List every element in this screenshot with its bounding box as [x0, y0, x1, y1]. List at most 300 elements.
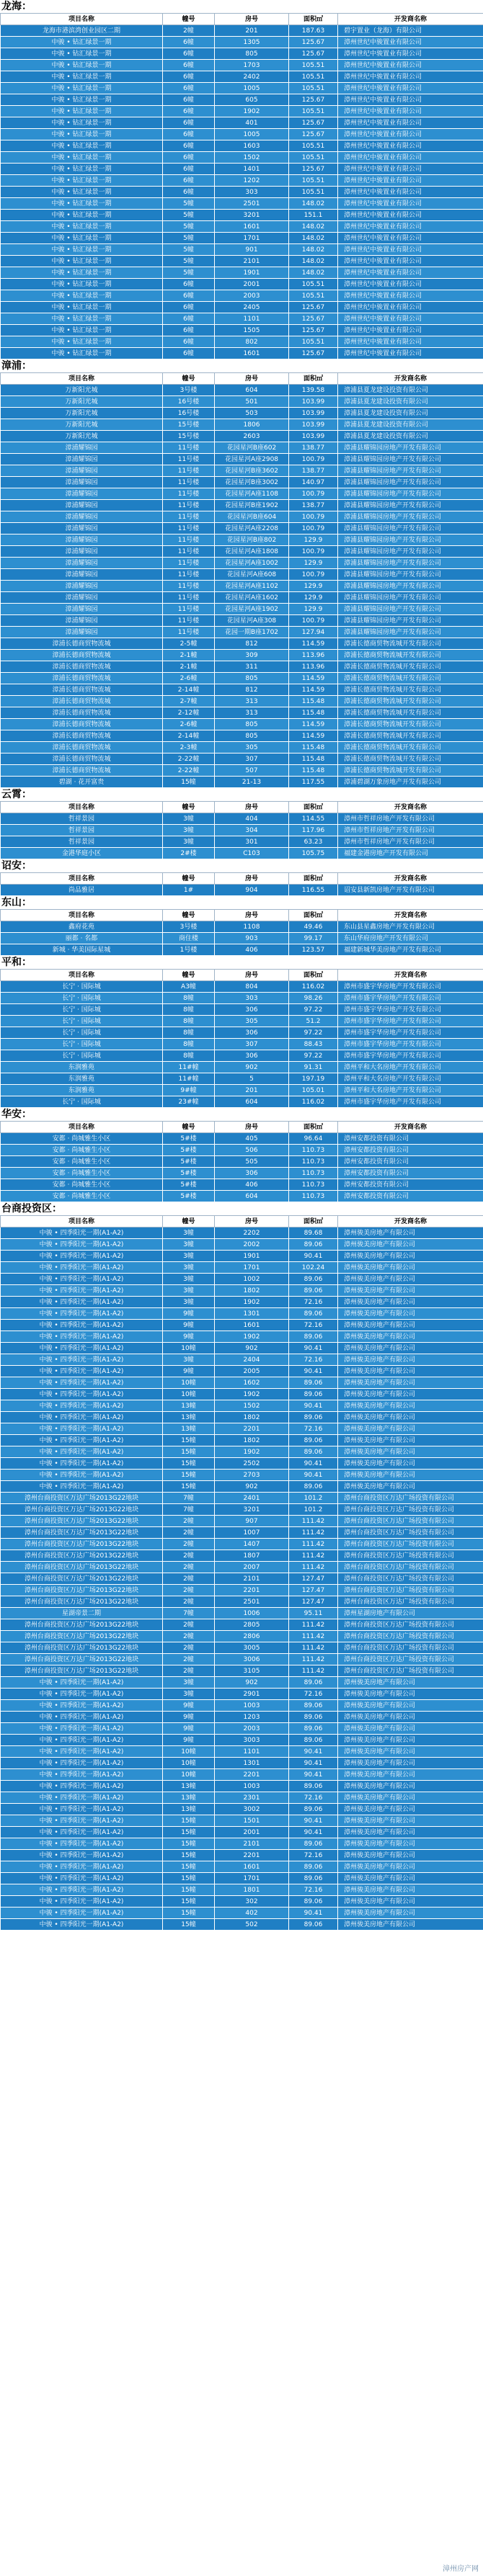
room-cell: 花园一期B座1702	[215, 627, 289, 638]
area-cell: 110.73	[289, 1179, 338, 1191]
room-cell: 307	[215, 753, 289, 765]
room-cell: 1305	[215, 37, 289, 48]
area-cell: 105.51	[289, 60, 338, 71]
project-cell: 中骏 • 四季阳光一期(A1-A2)	[1, 1251, 163, 1262]
area-cell: 111.42	[289, 1665, 338, 1677]
developer-cell: 漳州台商投资区万达广场投资有限公司	[338, 1585, 483, 1596]
project-cell: 万新阳光城	[1, 431, 163, 442]
developer-cell: 漳州世纪中骏置业有限公司	[338, 83, 483, 94]
area-cell: 100.79	[289, 615, 338, 627]
room-cell: 1601	[215, 1861, 289, 1873]
table-row	[1, 1838, 483, 1850]
table-row	[1, 592, 483, 604]
building-cell: 10幢	[163, 1746, 215, 1758]
area-cell: 72.16	[289, 1354, 338, 1366]
project-cell: 中骏 • 四季阳光一期(A1-A2)	[1, 1308, 163, 1320]
building-cell: 2幢	[163, 1539, 215, 1550]
room-cell: 1108	[215, 921, 289, 933]
project-cell: 碧湖 · 花开富贵	[1, 777, 163, 788]
section-title: 诏安：	[0, 859, 483, 872]
table-row	[1, 1274, 483, 1285]
project-cell: 中骏 • 四季阳光一期(A1-A2)	[1, 1366, 163, 1377]
table-row	[1, 1133, 483, 1145]
building-cell: 3幢	[163, 1239, 215, 1251]
table-row	[1, 1792, 483, 1804]
building-cell: 15幢	[163, 1827, 215, 1838]
room-cell: 2201	[215, 1769, 289, 1781]
project-cell: 金港华庭小区	[1, 848, 163, 859]
area-cell: 89.06	[289, 1389, 338, 1400]
building-cell: 15幢	[163, 1896, 215, 1908]
room-cell: 1601	[215, 221, 289, 233]
table-row	[1, 1285, 483, 1297]
developer-cell: 漳州骏美房地产有限公司	[338, 1320, 483, 1331]
area-cell: 127.47	[289, 1573, 338, 1585]
building-cell: 2-12幢	[163, 707, 215, 719]
room-cell: 1601	[215, 348, 289, 359]
room-cell: 2401	[215, 1493, 289, 1504]
building-cell: 11号楼	[163, 581, 215, 592]
building-cell: 9幢	[163, 1712, 215, 1723]
project-cell: 中骏 • 四季阳光一期(A1-A2)	[1, 1458, 163, 1470]
column-header-developer: 开发商名称	[338, 910, 483, 921]
room-cell: 805	[215, 48, 289, 60]
building-cell: 1号楼	[163, 944, 215, 956]
project-cell: 龙海市港滨湾创业园区二期	[1, 25, 163, 37]
room-cell: 605	[215, 94, 289, 106]
building-cell: 5#楼	[163, 1145, 215, 1156]
project-cell: 中骏 • 四季阳光一期(A1-A2)	[1, 1746, 163, 1758]
building-cell: 2幢	[163, 1527, 215, 1539]
listing-table	[0, 1215, 483, 1931]
developer-cell: 漳州世纪中骏置业有限公司	[338, 175, 483, 187]
developer-cell: 漳州市盛宇华房地产开发有限公司	[338, 1096, 483, 1108]
building-cell: 3幢	[163, 1262, 215, 1274]
building-cell: 3幢	[163, 1274, 215, 1285]
area-cell: 111.42	[289, 1654, 338, 1665]
area-cell: 89.06	[289, 1896, 338, 1908]
room-cell: 1401	[215, 164, 289, 175]
table-row	[1, 1896, 483, 1908]
area-cell: 97.22	[289, 1004, 338, 1016]
area-cell: 90.41	[289, 1343, 338, 1354]
table-row	[1, 1516, 483, 1527]
room-cell: 1301	[215, 1758, 289, 1769]
area-cell: 90.41	[289, 1815, 338, 1827]
developer-cell: 漳浦长德商贸物流城开发有限公司	[338, 707, 483, 719]
table-header-row	[1, 970, 483, 981]
room-cell: 花园星河A座608	[215, 569, 289, 581]
building-cell: 16号楼	[163, 408, 215, 419]
area-cell: 125.67	[289, 325, 338, 336]
project-cell: 中骏 • 四季阳光一期(A1-A2)	[1, 1850, 163, 1861]
area-cell: 89.06	[289, 1481, 338, 1493]
table-row	[1, 419, 483, 431]
table-row	[1, 1550, 483, 1562]
developer-cell: 漳州骏美房地产有限公司	[338, 1896, 483, 1908]
developer-cell: 漳州世纪中骏置业有限公司	[338, 187, 483, 198]
building-cell: 2幢	[163, 1585, 215, 1596]
room-cell: 1701	[215, 1262, 289, 1274]
building-cell: 13幢	[163, 1400, 215, 1412]
developer-cell: 诏安县新凯房地产开发有限公司	[338, 885, 483, 896]
table-row	[1, 431, 483, 442]
project-cell: 中骏 • 四季阳光一期(A1-A2)	[1, 1919, 163, 1931]
building-cell: 11号楼	[163, 442, 215, 454]
table-row	[1, 765, 483, 777]
building-cell: 6幢	[163, 140, 215, 152]
building-cell: 6幢	[163, 325, 215, 336]
project-cell: 中骏 • 四季阳光一期(A1-A2)	[1, 1758, 163, 1769]
project-cell: 中骏 • 钻汇绿景一期	[1, 187, 163, 198]
project-cell: 安都 · 尚城雅生小区	[1, 1156, 163, 1168]
building-cell: 9幢	[163, 1366, 215, 1377]
developer-cell: 碧宇置业（龙海）有限公司	[338, 25, 483, 37]
area-cell: 88.43	[289, 1039, 338, 1050]
room-cell: 21-13	[215, 777, 289, 788]
building-cell: 10幢	[163, 1758, 215, 1769]
room-cell: 902	[215, 1062, 289, 1073]
room-cell: 2001	[215, 1827, 289, 1838]
column-header-building: 幢号	[163, 802, 215, 813]
building-cell: 2-1幢	[163, 650, 215, 661]
room-cell: 3006	[215, 1654, 289, 1665]
area-cell: 101.2	[289, 1504, 338, 1516]
area-cell: 151.1	[289, 210, 338, 221]
project-cell: 漳浦耀锦园	[1, 535, 163, 546]
column-header-project: 项目名称	[1, 970, 163, 981]
room-cell: 507	[215, 765, 289, 777]
project-cell: 中骏 • 四季阳光一期(A1-A2)	[1, 1354, 163, 1366]
room-cell: 1601	[215, 1320, 289, 1331]
room-cell: 812	[215, 638, 289, 650]
developer-cell: 漳州市盛宇华房地产开发有限公司	[338, 981, 483, 993]
room-cell: 503	[215, 408, 289, 419]
table-row	[1, 981, 483, 993]
building-cell: 7幢	[163, 1504, 215, 1516]
project-cell: 中骏 • 四季阳光一期(A1-A2)	[1, 1804, 163, 1815]
project-cell: 中骏 • 四季阳光一期(A1-A2)	[1, 1792, 163, 1804]
developer-cell: 漳州台商投资区万达广场投资有限公司	[338, 1654, 483, 1665]
building-cell: 2幢	[163, 1619, 215, 1631]
developer-cell: 漳浦县耀锦园房地产开发有限公司	[338, 488, 483, 500]
building-cell: 11号楼	[163, 615, 215, 627]
table-row	[1, 465, 483, 477]
area-cell: 148.02	[289, 256, 338, 267]
project-cell: 长宁 · 国际城	[1, 1004, 163, 1016]
project-cell: 中骏 • 四季阳光一期(A1-A2)	[1, 1400, 163, 1412]
project-cell: 安都 · 尚城雅生小区	[1, 1168, 163, 1179]
table-row	[1, 1573, 483, 1585]
building-cell: 13幢	[163, 1781, 215, 1792]
room-cell: 2603	[215, 431, 289, 442]
building-cell: 2-6幢	[163, 719, 215, 730]
project-cell: 中骏 • 四季阳光一期(A1-A2)	[1, 1735, 163, 1746]
room-cell: 201	[215, 1085, 289, 1096]
developer-cell: 漳州世纪中骏置业有限公司	[338, 140, 483, 152]
table-row	[1, 1027, 483, 1039]
developer-cell: 漳浦县耀锦园房地产开发有限公司	[338, 558, 483, 569]
area-cell: 125.67	[289, 94, 338, 106]
developer-cell: 漳州台商投资区万达广场投资有限公司	[338, 1642, 483, 1654]
project-cell: 万新阳光城	[1, 419, 163, 431]
building-cell: 2-1幢	[163, 661, 215, 673]
table-row	[1, 742, 483, 753]
building-cell: 2-5幢	[163, 638, 215, 650]
area-cell: 103.99	[289, 419, 338, 431]
developer-cell: 漳浦县夏龙建设投资有限公司	[338, 419, 483, 431]
column-header-area: 面积㎡	[289, 970, 338, 981]
column-header-developer: 开发商名称	[338, 1122, 483, 1133]
building-cell: 3幢	[163, 1354, 215, 1366]
room-cell: 805	[215, 730, 289, 742]
room-cell: 2002	[215, 1239, 289, 1251]
area-cell: 89.06	[289, 1331, 338, 1343]
table-row	[1, 488, 483, 500]
room-cell: 1807	[215, 1550, 289, 1562]
building-cell: 10幢	[163, 1389, 215, 1400]
room-cell: 花园星河A座1902	[215, 604, 289, 615]
developer-cell: 漳州骏美房地产有限公司	[338, 1908, 483, 1919]
project-cell: 新城 · 华美国际星城	[1, 944, 163, 956]
project-cell: 中骏 • 四季阳光一期(A1-A2)	[1, 1827, 163, 1838]
area-cell: 114.55	[289, 813, 338, 825]
area-cell: 115.48	[289, 696, 338, 707]
table-row	[1, 48, 483, 60]
building-cell: 8幢	[163, 1050, 215, 1062]
building-cell: 11号楼	[163, 546, 215, 558]
building-cell: 3号楼	[163, 921, 215, 933]
developer-cell: 漳州骏美房地产有限公司	[338, 1412, 483, 1423]
room-cell: 1407	[215, 1539, 289, 1550]
building-cell: 3幢	[163, 813, 215, 825]
developer-cell: 漳州安都投资有限公司	[338, 1191, 483, 1202]
project-cell: 安都 · 尚城雅生小区	[1, 1191, 163, 1202]
column-header-building: 幢号	[163, 1216, 215, 1227]
project-cell: 漳州台商投资区万达广场2013G22地块	[1, 1550, 163, 1562]
table-row	[1, 37, 483, 48]
developer-cell: 漳州骏美房地产有限公司	[338, 1297, 483, 1308]
project-cell: 中骏 • 四季阳光一期(A1-A2)	[1, 1239, 163, 1251]
table-header-row	[1, 802, 483, 813]
room-cell: 406	[215, 944, 289, 956]
developer-cell: 漳州骏美房地产有限公司	[338, 1758, 483, 1769]
table-row	[1, 140, 483, 152]
room-cell: 花园星河B座3602	[215, 465, 289, 477]
table-row	[1, 1050, 483, 1062]
project-cell: 漳浦长德商贸物流城	[1, 742, 163, 753]
area-cell: 111.42	[289, 1631, 338, 1642]
project-cell: 中骏 • 钻汇绿景一期	[1, 279, 163, 290]
project-cell: 中骏 • 四季阳光一期(A1-A2)	[1, 1677, 163, 1689]
area-cell: 110.73	[289, 1191, 338, 1202]
area-cell: 72.16	[289, 1792, 338, 1804]
area-cell: 89.06	[289, 1723, 338, 1735]
project-cell: 中骏 • 钻汇绿景一期	[1, 325, 163, 336]
room-cell: 805	[215, 719, 289, 730]
building-cell: 3幢	[163, 836, 215, 848]
area-cell: 116.55	[289, 885, 338, 896]
area-cell: 111.42	[289, 1527, 338, 1539]
building-cell: 2幢	[163, 1573, 215, 1585]
column-header-project: 项目名称	[1, 373, 163, 385]
project-cell: 漳浦长德商贸物流城	[1, 707, 163, 719]
area-cell: 127.94	[289, 627, 338, 638]
room-cell: 1502	[215, 152, 289, 164]
project-cell: 中骏 • 四季阳光一期(A1-A2)	[1, 1343, 163, 1354]
developer-cell: 漳州世纪中骏置业有限公司	[338, 336, 483, 348]
building-cell: 6幢	[163, 117, 215, 129]
table-row	[1, 1908, 483, 1919]
building-cell: 8幢	[163, 1016, 215, 1027]
area-cell: 89.06	[289, 1435, 338, 1446]
table-row	[1, 1412, 483, 1423]
developer-cell: 漳州台商投资区万达广场投资有限公司	[338, 1527, 483, 1539]
project-cell: 中骏 • 钻汇绿景一期	[1, 94, 163, 106]
room-cell: 311	[215, 661, 289, 673]
building-cell: 11号楼	[163, 488, 215, 500]
table-row	[1, 175, 483, 187]
room-cell: 2806	[215, 1631, 289, 1642]
project-cell: 漳浦长德商贸物流城	[1, 638, 163, 650]
developer-cell: 漳浦县耀锦园房地产开发有限公司	[338, 511, 483, 523]
developer-cell: 漳浦县耀锦园房地产开发有限公司	[338, 465, 483, 477]
table-row	[1, 885, 483, 896]
building-cell: 5幢	[163, 267, 215, 279]
area-cell: 103.99	[289, 396, 338, 408]
table-row	[1, 813, 483, 825]
project-cell: 中骏 • 钻汇绿景一期	[1, 302, 163, 313]
area-cell: 72.16	[289, 1884, 338, 1896]
table-row	[1, 1919, 483, 1931]
room-cell: 306	[215, 1050, 289, 1062]
building-cell: 13幢	[163, 1792, 215, 1804]
developer-cell: 漳州市盛宇华房地产开发有限公司	[338, 1004, 483, 1016]
section-title: 云霄：	[0, 788, 483, 801]
column-header-building: 幢号	[163, 1122, 215, 1133]
room-cell: 2301	[215, 1792, 289, 1804]
project-cell: 漳浦耀锦园	[1, 465, 163, 477]
area-cell: 89.68	[289, 1227, 338, 1239]
project-cell: 漳浦耀锦园	[1, 500, 163, 511]
project-cell: 尚品雅居	[1, 885, 163, 896]
area-cell: 111.42	[289, 1642, 338, 1654]
project-cell: 中骏 • 四季阳光一期(A1-A2)	[1, 1781, 163, 1792]
room-cell: 2501	[215, 198, 289, 210]
room-cell: 1701	[215, 1873, 289, 1884]
room-cell: 2501	[215, 1596, 289, 1608]
developer-cell: 漳州市盛宇华房地产开发有限公司	[338, 1016, 483, 1027]
room-cell: 花园星河B座802	[215, 535, 289, 546]
project-cell: 漳州台商投资区万达广场2013G22地块	[1, 1516, 163, 1527]
column-header-area: 面积㎡	[289, 802, 338, 813]
column-header-room: 房号	[215, 373, 289, 385]
room-cell: 花园星河A座308	[215, 615, 289, 627]
building-cell: 5#楼	[163, 1133, 215, 1145]
building-cell: 6幢	[163, 71, 215, 83]
project-cell: 漳浦耀锦园	[1, 546, 163, 558]
column-header-building: 幢号	[163, 373, 215, 385]
table-row	[1, 1539, 483, 1550]
developer-cell: 福建新城华美房地产开发有限公司	[338, 944, 483, 956]
project-cell: 丽都 · 名都	[1, 933, 163, 944]
area-cell: 103.99	[289, 408, 338, 419]
building-cell: 11号楼	[163, 592, 215, 604]
building-cell: 2-14幢	[163, 730, 215, 742]
building-cell: 15幢	[163, 777, 215, 788]
project-cell: 中骏 • 钻汇绿景一期	[1, 336, 163, 348]
room-cell: 309	[215, 650, 289, 661]
area-cell: 115.48	[289, 765, 338, 777]
project-cell: 漳浦耀锦园	[1, 442, 163, 454]
project-cell: 漳州台商投资区万达广场2013G22地块	[1, 1504, 163, 1516]
area-cell: 95.11	[289, 1608, 338, 1619]
building-cell: 6幢	[163, 37, 215, 48]
table-row	[1, 396, 483, 408]
room-cell: 1002	[215, 1274, 289, 1285]
room-cell: 1902	[215, 1389, 289, 1400]
project-cell: 中骏 • 钻汇绿景一期	[1, 83, 163, 94]
table-row	[1, 1631, 483, 1642]
table-row	[1, 336, 483, 348]
project-cell: 中骏 • 四季阳光一期(A1-A2)	[1, 1227, 163, 1239]
area-cell: 148.02	[289, 244, 338, 256]
table-row	[1, 60, 483, 71]
building-cell: 5幢	[163, 198, 215, 210]
area-cell: 105.51	[289, 336, 338, 348]
room-cell: 3201	[215, 1504, 289, 1516]
column-header-room: 房号	[215, 14, 289, 25]
area-cell: 125.67	[289, 348, 338, 359]
building-cell: 1#	[163, 885, 215, 896]
building-cell: 3幢	[163, 1285, 215, 1297]
project-cell: 漳州台商投资区万达广场2013G22地块	[1, 1573, 163, 1585]
area-cell: 113.96	[289, 650, 338, 661]
table-row	[1, 523, 483, 535]
project-cell: 中骏 • 钻汇绿景一期	[1, 348, 163, 359]
table-row	[1, 117, 483, 129]
developer-cell: 漳州骏美房地产有限公司	[338, 1873, 483, 1884]
building-cell: 15幢	[163, 1470, 215, 1481]
project-cell: 中骏 • 四季阳光一期(A1-A2)	[1, 1274, 163, 1285]
developer-cell: 漳浦县耀锦园房地产开发有限公司	[338, 592, 483, 604]
developer-cell: 漳州骏美房地产有限公司	[338, 1458, 483, 1470]
table-row	[1, 558, 483, 569]
area-cell: 90.41	[289, 1827, 338, 1838]
building-cell: 9幢	[163, 1320, 215, 1331]
project-cell: 中骏 • 钻汇绿景一期	[1, 117, 163, 129]
building-cell: 3幢	[163, 1689, 215, 1700]
building-cell: 2-14幢	[163, 684, 215, 696]
table-header-row	[1, 873, 483, 885]
project-cell: 中骏 • 钻汇绿景一期	[1, 210, 163, 221]
table-row	[1, 1423, 483, 1435]
building-cell: 8幢	[163, 1004, 215, 1016]
building-cell: 2#楼	[163, 848, 215, 859]
project-cell: 漳浦长德商贸物流城	[1, 730, 163, 742]
project-cell: 中骏 • 四季阳光一期(A1-A2)	[1, 1285, 163, 1297]
developer-cell: 漳州骏美房地产有限公司	[338, 1377, 483, 1389]
area-cell: 111.42	[289, 1539, 338, 1550]
project-cell: 鑫府花苑	[1, 921, 163, 933]
area-cell: 116.02	[289, 1096, 338, 1108]
column-header-area: 面积㎡	[289, 1216, 338, 1227]
building-cell: 2幢	[163, 1642, 215, 1654]
project-cell: 漳浦长德商贸物流城	[1, 719, 163, 730]
table-row	[1, 777, 483, 788]
building-cell: 2幢	[163, 25, 215, 37]
developer-cell: 漳浦长德商贸物流城开发有限公司	[338, 696, 483, 707]
